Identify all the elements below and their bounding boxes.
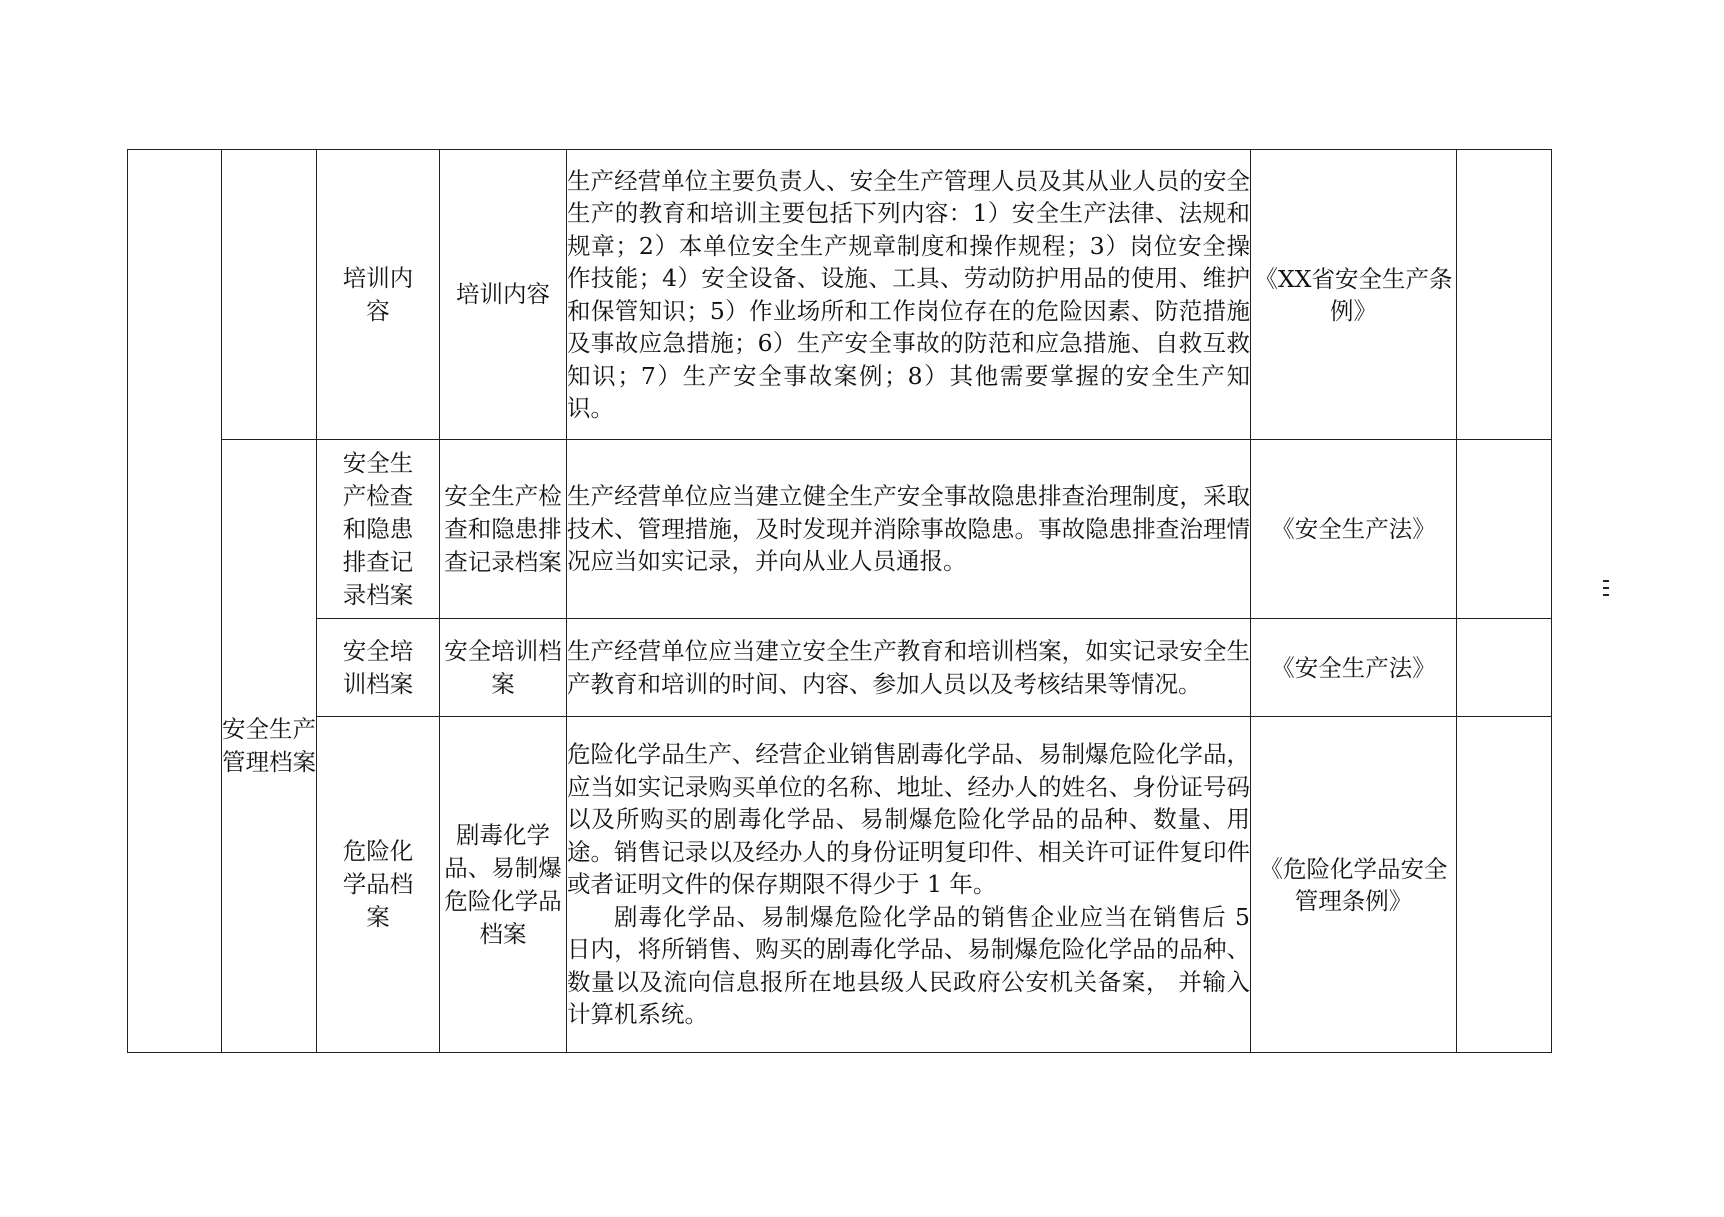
content-cell <box>567 440 1251 619</box>
category-cell <box>128 150 222 1053</box>
group-cell: 安全生产管理档案 <box>222 440 317 1053</box>
remark-cell <box>1457 717 1552 1053</box>
table-row <box>128 717 1552 1053</box>
group-cell-top <box>222 150 317 440</box>
content-paragraph: 生产经营单位主要负责人、安全生产管理人员及其从业人员的安全生产的教育和培训主要包括下列内容：1）安全生产法律、法规和规章；2）本单位安全生产规章制度和操作规程；3）岗位安全操作技能；4）安全设备、设施、工具、劳动防护用品的使用、维护和保管知识；5）作业场所和工作岗位存在的危险因素、防范措施及事故应急措施；6）生产安全事故的防范和应急措施、自救互救知识；7）生产安全事故案例；8）其他需要掌握的安全生产知识。 <box>567 166 1250 422</box>
table-row <box>128 440 1552 619</box>
remark-cell <box>1457 440 1552 619</box>
item-cell: 培训内容 <box>317 150 440 440</box>
subitem-cell: 安全培训档案 <box>440 619 567 717</box>
table-row <box>128 150 1552 440</box>
content-cell <box>567 717 1251 1053</box>
remark-cell <box>1457 619 1552 717</box>
item-cell: 危险化学品档案 <box>317 717 440 1053</box>
basis-cell: 《危险化学品安全管理条例》 <box>1251 717 1457 1053</box>
basis-cell: 《安全生产法》 <box>1251 619 1457 717</box>
subitem-cell: 安全生产检查和隐患排查记录档案 <box>440 440 567 619</box>
content-cell <box>567 619 1251 717</box>
basis-cell: 《安全生产法》 <box>1251 440 1457 619</box>
item-cell: 安全培训档案 <box>317 619 440 717</box>
content-paragraph: 生产经营单位应当建立安全生产教育和培训档案，如实记录安全生产教育和培训的时间、内容、参加人员以及考核结果等情况。 <box>567 637 1250 698</box>
binding-mark-decoration <box>1602 580 1610 616</box>
records-table <box>127 149 1552 1053</box>
content-paragraph: 剧毒化学品、易制爆危险化学品的销售企业应当在销售后 5 日内，将所销售、购买的剧毒化学品、易制爆危险化学品的品种、数量以及流向信息报所在地县级人民政府公安机关备案， 并输入计算机系统。 <box>567 902 1250 1029</box>
subitem-cell: 剧毒化学品、易制爆危险化学品档案 <box>440 717 567 1053</box>
item-cell: 安全生产检查和隐患排查记录档案 <box>317 440 440 619</box>
basis-cell: 《XX省安全生产条例》 <box>1251 150 1457 440</box>
remark-cell <box>1457 150 1552 440</box>
content-cell <box>567 150 1251 440</box>
table-row <box>128 619 1552 717</box>
content-paragraph: 危险化学品生产、经营企业销售剧毒化学品、易制爆危险化学品，应当如实记录购买单位的名称、地址、经办人的姓名、身份证号码以及所购买的剧毒化学品、易制爆危险化学品的品种、数量、用途。销售记录以及经办人的身份证明复印件、相关许可证件复印件或者证明文件的保存期限不得少于 1 年。 <box>567 740 1250 899</box>
content-paragraph: 生产经营单位应当建立健全生产安全事故隐患排查治理制度，采取技术、管理措施，及时发现并消除事故隐患。事故隐患排查治理情况应当如实记录，并向从业人员通报。 <box>567 482 1250 576</box>
subitem-cell: 培训内容 <box>440 150 567 440</box>
